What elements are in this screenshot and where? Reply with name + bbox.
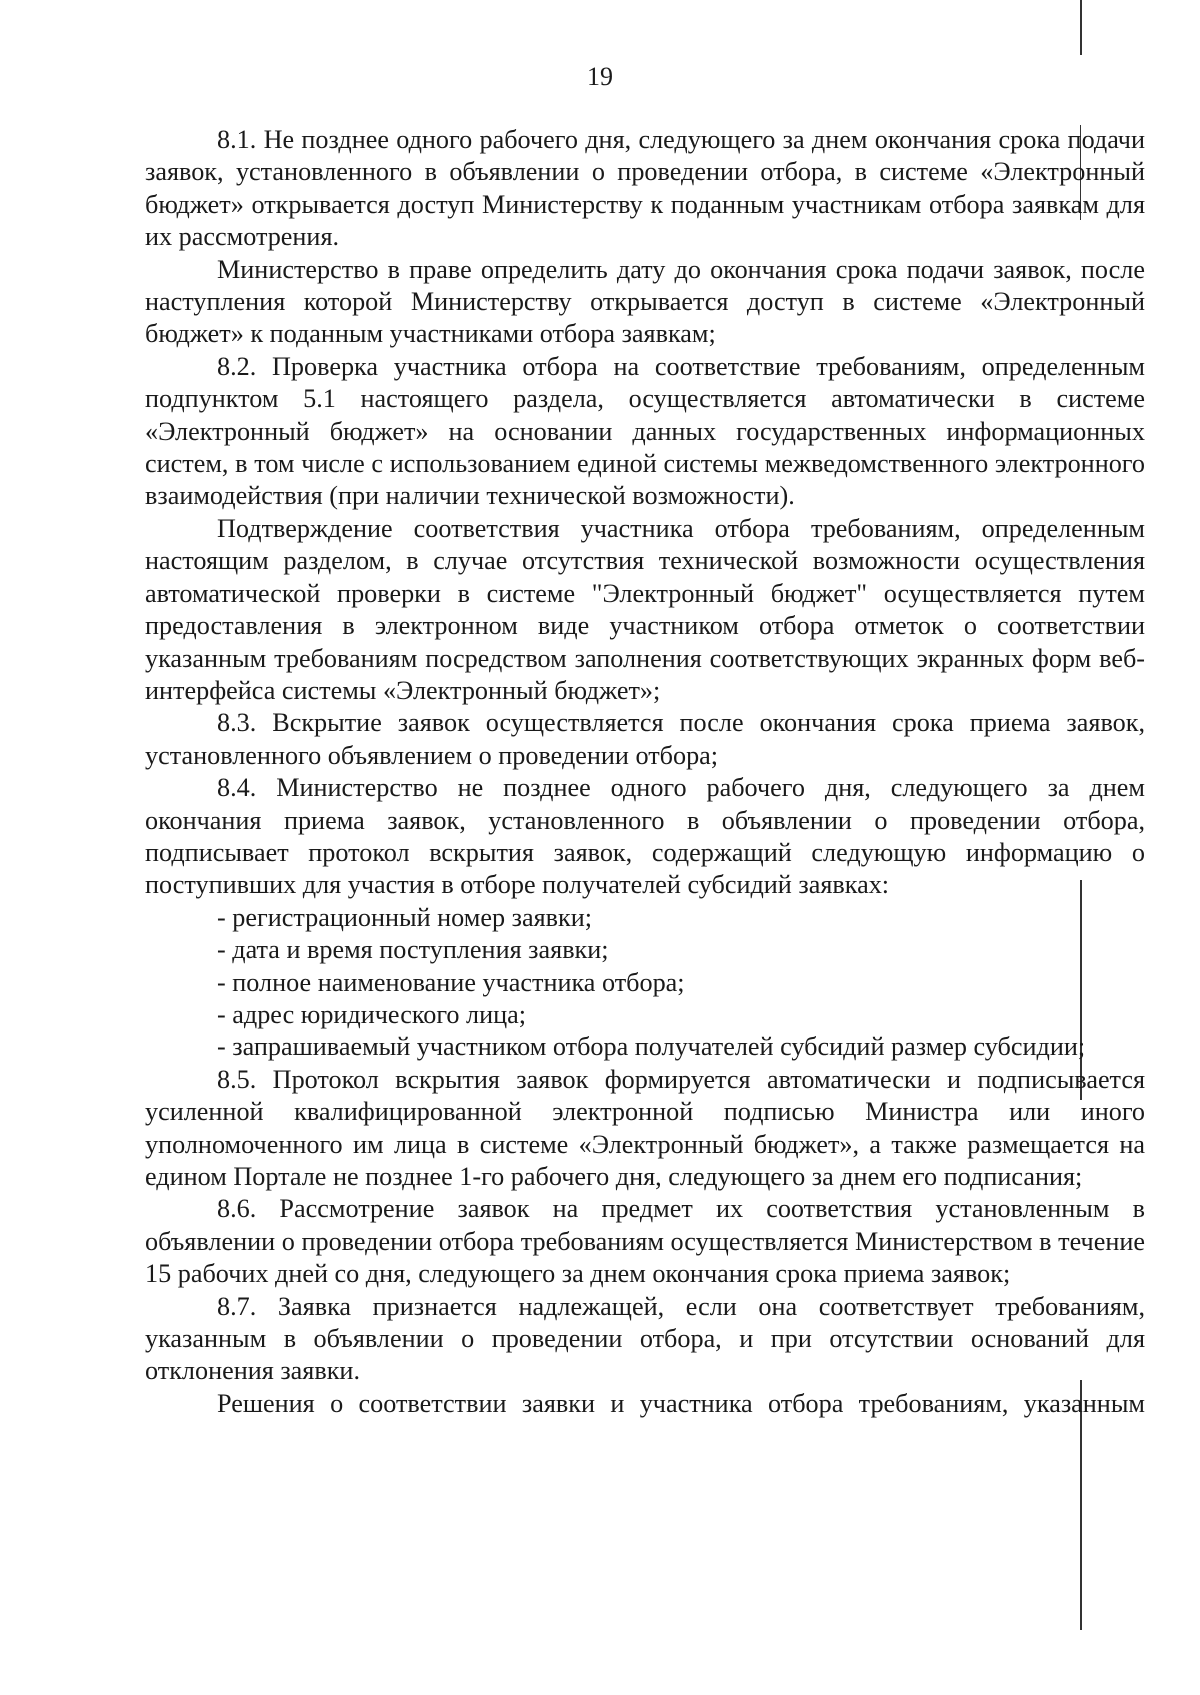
scan-margin-line (1080, 0, 1082, 55)
paragraph: Министерство в праве определить дату до окончания срока подачи заявок, после наступления которой Министерству открывается доступ в системе «Электронный бюджет» к поданным участниками отбора заявкам; (145, 254, 1145, 349)
list-item: - запрашиваемый участником отбора получателей субсидий размер субсидии; (217, 1032, 1086, 1062)
paragraph: Решения о соответствии заявки и участника отбора требованиям, указанным (217, 1388, 1145, 1418)
paragraph: 8.5. Протокол вскрытия заявок формируется автоматически и подписывается усиленной квалифицированной электронной подписью Министра или иного уполномоченного им лица в системе «Электронный бюджет», а также размещается на едином Портале не позднее 1-го рабочего дня, следующего за днем его подписания; (145, 1064, 1145, 1191)
document-body (145, 124, 1145, 1420)
list-item: - полное наименование участника отбора; (217, 967, 685, 997)
paragraph: 8.2. Проверка участника отбора на соответствие требованиям, определенным подпунктом 5.1 настоящего раздела, осуществляется автоматически в системе «Электронный бюджет» на основании данных государственных информационных систем, в том числе с использованием единой системы межведомственного электронного взаимодействия (при наличии технической возможности). (145, 351, 1145, 511)
paragraph: 8.4. Министерство не позднее одного рабочего дня, следующего за днем окончания приема заявок, установленного в объявлении о проведении отбора, подписывает протокол вскрытия заявок, содержащий следующую информацию о поступивших для участия в отборе получателей субсидий заявках: (145, 773, 1145, 900)
paragraph: 8.1. Не позднее одного рабочего дня, следующего за днем окончания срока подачи заявок, установленного в объявлении о проведении отбора, в системе «Электронный бюджет» открывается доступ Министерству к поданным участникам отбора заявкам для их рассмотрения. (145, 125, 1145, 252)
paragraph: 8.6. Рассмотрение заявок на предмет их соответствия установленным в объявлении о проведении отбора требованиям осуществляется Министерством в течение 15 рабочих дней со дня, следующего за днем окончания срока приема заявок; (145, 1194, 1145, 1289)
list-item: - регистрационный номер заявки; (217, 902, 592, 932)
page-number: 19 (587, 62, 613, 91)
paragraph: Подтверждение соответствия участника отбора требованиям, определенным настоящим разделом, в случае отсутствия технической возможности осуществления автоматической проверки в системе "Электронный бюджет" осуществляется путем предоставления в электронном виде участником отбора отметок о соответствии указанным требованиям посредством заполнения соответствующих экранных форм веб-интерфейса системы «Электронный бюджет»; (145, 513, 1145, 705)
paragraph: 8.7. Заявка признается надлежащей, если она соответствует требованиям, указанным в объявлении о проведении отбора, и при отсутствии оснований для отклонения заявки. (145, 1291, 1145, 1386)
list-item: - дата и время поступления заявки; (217, 935, 609, 965)
list-item: - адрес юридического лица; (217, 999, 527, 1029)
paragraph: 8.3. Вскрытие заявок осуществляется после окончания срока приема заявок, установленного объявлением о проведении отбора; (145, 708, 1145, 770)
